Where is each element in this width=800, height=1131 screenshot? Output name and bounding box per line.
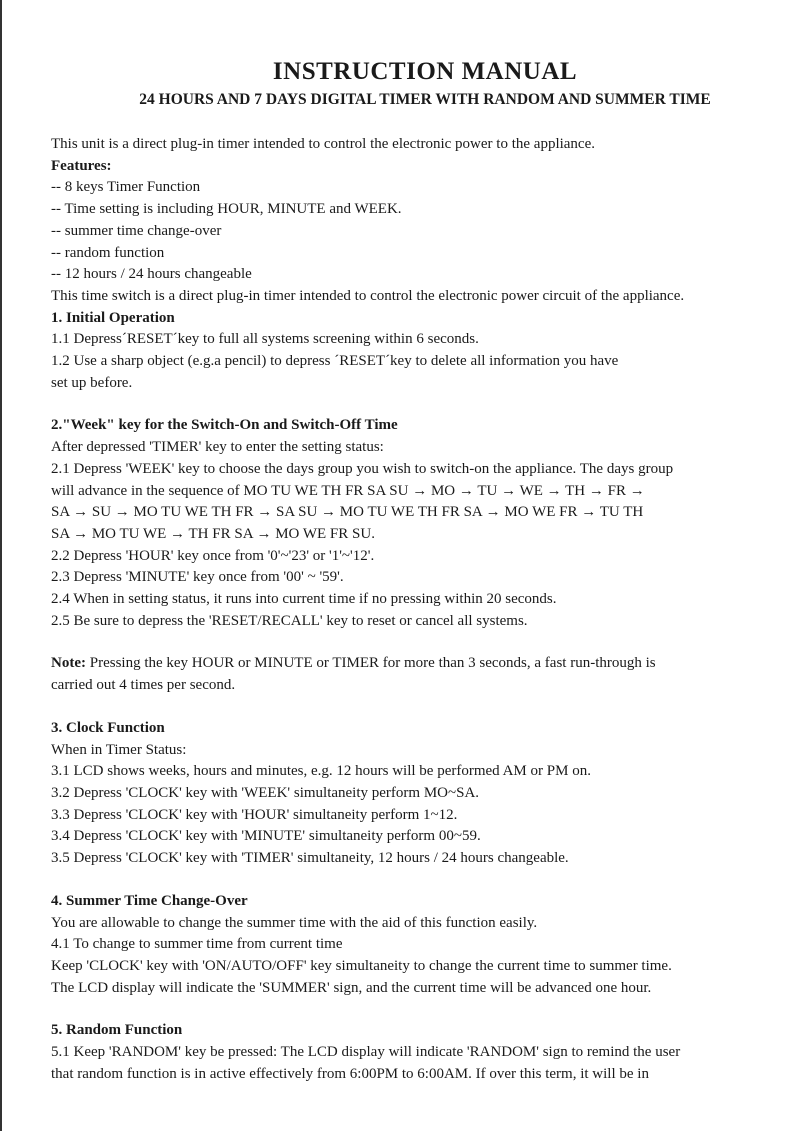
note-text: Pressing the key HOUR or MINUTE or TIMER for more than 3 seconds, a fast run-through is	[85, 655, 656, 672]
section-1-heading: 1. Initial Operation	[51, 309, 175, 326]
feature-item: -- summer time change-over	[51, 222, 222, 239]
note-continuation: carried out 4 times per second.	[51, 677, 236, 694]
section-3-line: 3.4 Depress 'CLOCK' key with 'MINUTE' simultaneity perform 00~59.	[51, 828, 481, 845]
section-2-heading: 2."Week" key for the Switch-On and Switch-Off Time	[51, 417, 398, 434]
section-2-line: SA → MO TU WE → TH FR SA → MO WE FR SU.	[51, 525, 375, 542]
section-3-line: 3.3 Depress 'CLOCK' key with 'HOUR' simultaneity perform 1~12.	[51, 806, 458, 823]
section-4-line: The LCD display will indicate the 'SUMMER' sign, and the current time will be advanced one hour.	[51, 979, 652, 996]
section-4-heading: 4. Summer Time Change-Over	[51, 892, 248, 909]
document-title: INSTRUCTION MANUAL	[272, 58, 578, 85]
section-5-line: 5.1 Keep 'RANDOM' key be pressed: The LCD display will indicate 'RANDOM' sign to remind the user	[51, 1044, 681, 1061]
note-label: Note:	[51, 655, 86, 672]
feature-item: -- random function	[51, 244, 165, 261]
feature-item: -- Time setting is including HOUR, MINUTE and WEEK.	[51, 201, 402, 218]
section-1-line: 1.2 Use a sharp object (e.g.a pencil) to depress ´RESET´key to delete all information you have	[51, 353, 619, 370]
document-subtitle: 24 HOURS AND 7 DAYS DIGITAL TIMER WITH RANDOM AND SUMMER TIME	[139, 91, 711, 108]
section-4-line: Keep 'CLOCK' key with 'ON/AUTO/OFF' key simultaneity to change the current time to summer time.	[51, 957, 672, 974]
section-3-line: 3.5 Depress 'CLOCK' key with 'TIMER' simultaneity, 12 hours / 24 hours changeable.	[51, 850, 569, 867]
section-2-line: 2.2 Depress 'HOUR' key once from '0'~'23' or '1'~'12'.	[51, 547, 375, 564]
features-heading: Features:	[51, 157, 112, 174]
intro-paragraph: This unit is a direct plug-in timer intended to control the electronic power to the appliance.	[51, 136, 595, 152]
page-left-edge	[0, 0, 2, 1131]
section-2-line: 2.4 When in setting status, it runs into current time if no pressing within 20 seconds.	[51, 591, 557, 608]
section-2-line: 2.3 Depress 'MINUTE' key once from '00' ~ '59'.	[51, 569, 344, 586]
section-2-line: After depressed 'TIMER' key to enter the setting status:	[51, 439, 384, 456]
features-closing: This time switch is a direct plug-in timer intended to control the electronic power circuit of the appliance.	[51, 287, 685, 304]
feature-item: -- 8 keys Timer Function	[51, 179, 201, 196]
instruction-manual-page	[51, 56, 771, 1085]
section-2-line: SA → SU → MO TU WE TH FR → SA SU → MO TU WE TH FR SA → MO WE FR → TU TH	[51, 504, 644, 521]
section-5-heading: 5. Random Function	[51, 1022, 183, 1039]
feature-item: -- 12 hours / 24 hours changeable	[51, 266, 252, 283]
section-2-line: 2.1 Depress 'WEEK' key to choose the days group you wish to switch-on the appliance. The days group	[51, 460, 674, 477]
section-4-line: 4.1 To change to summer time from current time	[51, 936, 343, 953]
section-2-line: 2.5 Be sure to depress the 'RESET/RECALL' key to reset or cancel all systems.	[51, 612, 528, 629]
section-1-line: 1.1 Depress´RESET´key to full all systems screening within 6 seconds.	[51, 331, 479, 348]
section-5-line: that random function is in active effectively from 6:00PM to 6:00AM. If over this term, it will be in	[51, 1065, 649, 1082]
section-3-line: When in Timer Status:	[51, 741, 187, 758]
section-3-line: 3.1 LCD shows weeks, hours and minutes, e.g. 12 hours will be performed AM or PM on.	[51, 763, 591, 780]
section-1-line: set up before.	[51, 374, 133, 391]
section-3-heading: 3. Clock Function	[51, 719, 165, 736]
section-3-line: 3.2 Depress 'CLOCK' key with 'WEEK' simultaneity perform MO~SA.	[51, 784, 480, 801]
note-paragraph	[51, 653, 771, 675]
section-4-line: You are allowable to change the summer time with the aid of this function easily.	[51, 914, 538, 931]
section-2-line: will advance in the sequence of MO TU WE TH FR SA SU → MO → TU → WE → TH → FR →	[51, 482, 645, 499]
